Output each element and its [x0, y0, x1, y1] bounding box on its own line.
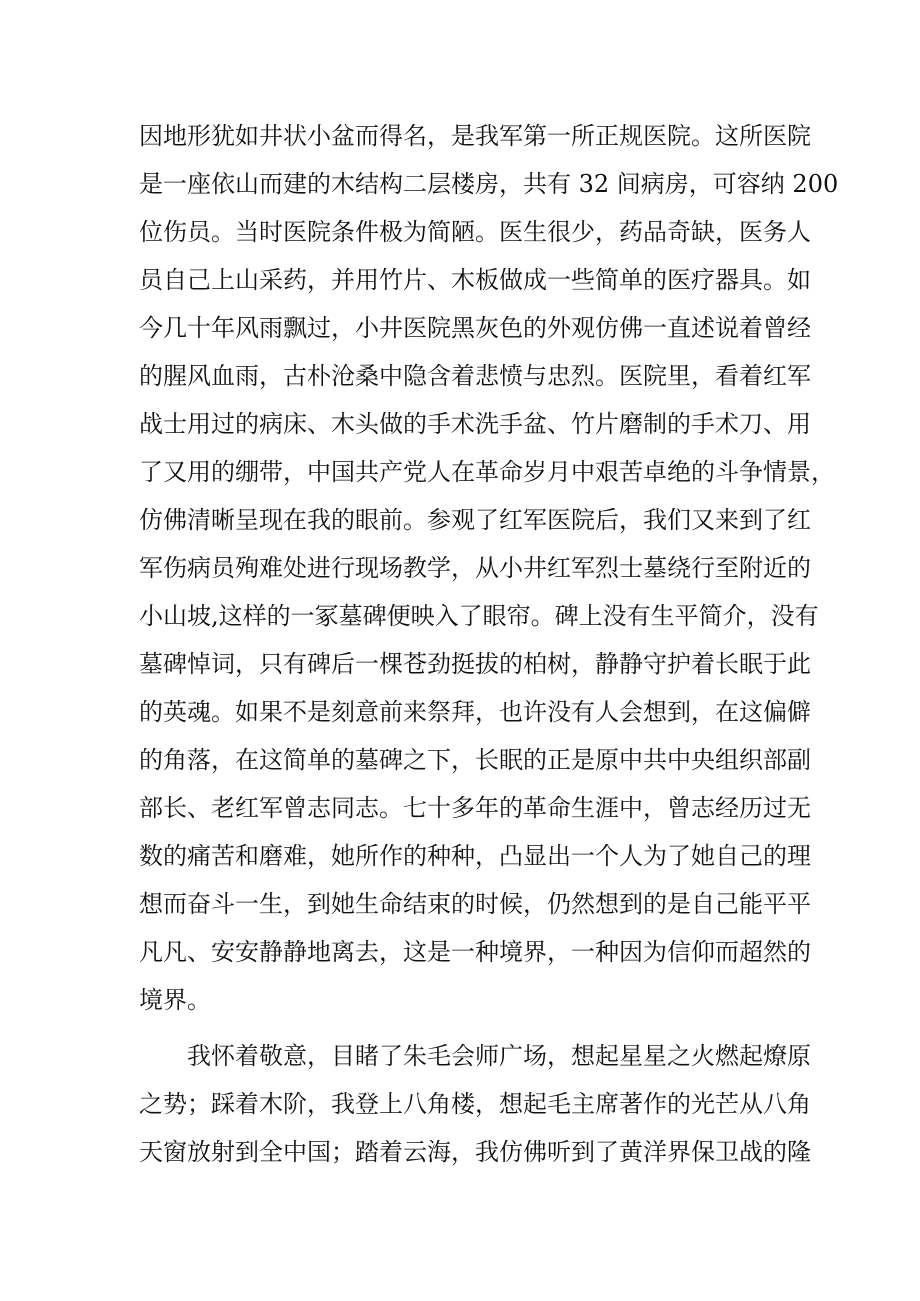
text-line: 今几十年风雨飘过，小井医院黑灰色的外观仿佛一直述说着曾经 [139, 314, 811, 342]
text-line: 想而奋斗一生，到她生命结束的时候，仍然想到的是自己能平平 [139, 890, 811, 918]
text-line: 了又用的绷带，中国共产党人在革命岁月中艰苦卓绝的斗争情景， [139, 458, 835, 486]
text-line: 凡凡、安安静静地离去，这是一种境界，一种因为信仰而超然的 [139, 938, 811, 966]
text-line: 的角落，在这简单的墓碑之下，长眠的正是原中共中央组织部副 [139, 746, 811, 774]
text-line: 是一座依山而建的木结构二层楼房，共有 32 间病房，可容纳 200 [139, 170, 839, 198]
text-line: 仿佛清晰呈现在我的眼前。参观了红军医院后，我们又来到了红 [139, 506, 811, 534]
text-line: 的腥风血雨，古朴沧桑中隐含着悲愤与忠烈。医院里，看着红军 [139, 362, 811, 390]
text-line: 部长、老红军曾志同志。七十多年的革命生涯中，曾志经历过无 [139, 794, 811, 822]
text-line: 军伤病员殉难处进行现场教学，从小井红军烈士墓绕行至附近的 [139, 554, 811, 582]
text-line: 位伤员。当时医院条件极为简陋。医生很少，药品奇缺，医务人 [139, 218, 811, 246]
text-line: 数的痛苦和磨难，她所作的种种，凸显出一个人为了她自己的理 [139, 842, 811, 870]
text-line: 战士用过的病床、木头做的手术洗手盆、竹片磨制的手术刀、用 [139, 410, 811, 438]
paragraph-2 [139, 1032, 811, 1176]
text-line: 境界。 [139, 986, 211, 1014]
paragraph-1 [139, 112, 839, 1024]
text-line: 小山坡,这样的一冢墓碑便映入了眼帘。碑上没有生平简介，没有 [139, 602, 819, 630]
text-line: 墓碑悼词，只有碑后一棵苍劲挺拔的柏树，静静守护着长眠于此 [139, 650, 811, 678]
text-line: 我怀着敬意，目睹了朱毛会师广场，想起星星之火燃起燎原 [187, 1042, 811, 1070]
text-line: 的英魂。如果不是刻意前来祭拜，也许没有人会想到，在这偏僻 [139, 698, 811, 726]
text-line: 因地形犹如井状小盆而得名，是我军第一所正规医院。这所医院 [139, 122, 811, 150]
text-line: 天窗放射到全中国；踏着云海，我仿佛听到了黄洋界保卫战的隆 [139, 1138, 811, 1166]
text-line: 之势；踩着木阶，我登上八角楼，想起毛主席著作的光芒从八角 [139, 1090, 811, 1118]
text-line: 员自己上山采药，并用竹片、木板做成一些简单的医疗器具。如 [139, 266, 811, 294]
